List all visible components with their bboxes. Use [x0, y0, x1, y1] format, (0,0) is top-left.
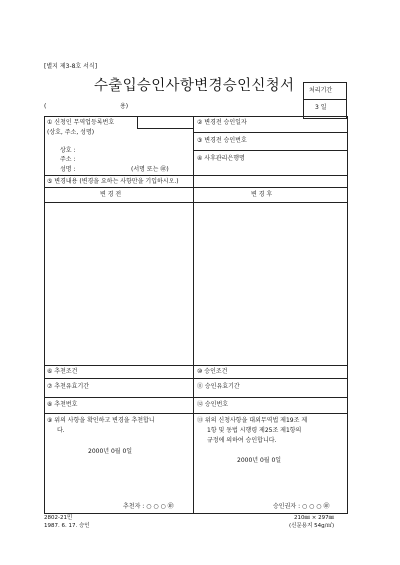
form-code: [별지 제3-8호 서식]: [44, 63, 98, 70]
recommend-text-line1: ⑨ 위의 사항을 확인하고 변경을 추천합니: [47, 417, 155, 424]
approve-text-line2: 1항 및 동법 시행령 제25조 제1항의: [207, 427, 302, 434]
applicant-sub-label: (상호, 주소, 성명): [47, 129, 95, 136]
processing-period-label: 처리기간: [309, 87, 333, 94]
rec-validity-label: ⑦ 추천유효기간: [47, 383, 90, 390]
before-header: 변 경 전: [100, 191, 122, 198]
footer-paper: (신문용지 54g/㎡): [289, 523, 335, 529]
use-label: 용): [120, 103, 129, 110]
approval-number-label: ⑫ 승인번호: [197, 401, 229, 408]
approval-condition-label: ⑩ 승인조건: [197, 368, 228, 375]
name-label: 성명 :: [60, 166, 76, 173]
use-paren-open: (: [44, 103, 47, 110]
recommender-signature: 추천자 : ○ ○ ○ ㊞: [123, 503, 174, 510]
approve-text-line1: ⑬ 위의 신청사항을 대외무역법 제19조 제: [197, 417, 308, 424]
form-title: 수출입승인사항변경승인신청서: [94, 78, 295, 94]
approval-validity-label: ⑪ 승인유효기간: [197, 383, 240, 390]
footer-date: 1987. 6. 17. 승인: [44, 523, 90, 529]
approval-date-before-label: ② 변경전 승인일자: [197, 119, 247, 126]
approver-signature: 승인권자 : ○ ○ ○ ㊞: [273, 503, 330, 510]
footer-size: 210㎜ × 297㎜: [294, 515, 335, 521]
company-label: 상호 :: [60, 147, 76, 154]
after-header: 변 경 후: [251, 191, 273, 198]
approve-text-line3: 규정에 의하여 승인합니다.: [207, 437, 277, 444]
applicant-number-label: ① 신청인 무역업등록번호: [47, 119, 115, 126]
recommend-date: 2000년 0월 0일: [88, 448, 133, 455]
recommend-text-line2: 다.: [57, 427, 65, 434]
change-content-label: ⑤ 변경내용 (변경을 요하는 사항만을 기입하시오.): [47, 178, 179, 185]
approval-number-before-label: ③ 변경전 승인번호: [197, 137, 247, 144]
approve-date: 2000년 0월 0일: [237, 457, 282, 464]
footer-code: 2802-21민: [44, 515, 73, 521]
address-label: 주소 :: [60, 156, 76, 163]
sign-label: (서명 또는 ㊞): [131, 166, 169, 173]
bank-label: ④ 사후관리은행명: [197, 155, 245, 162]
rec-condition-label: ⑥ 추천조건: [47, 368, 78, 375]
rec-number-label: ⑧ 추천번호: [47, 401, 78, 408]
processing-period-value: 3 일: [315, 104, 327, 111]
